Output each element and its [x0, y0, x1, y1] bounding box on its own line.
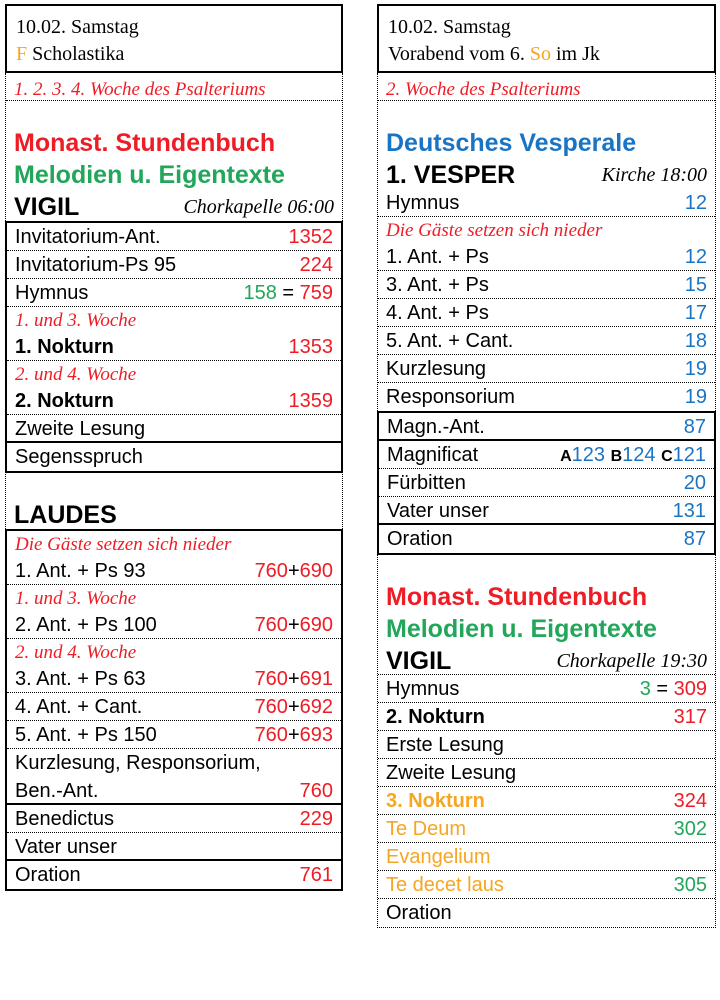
- nokturn2-row: 2. Nokturn 1359: [7, 387, 341, 415]
- vesper-vater-unser-row: Vater unser 131: [379, 497, 714, 525]
- vesper-kurzlesung-row: Kurzlesung 19: [378, 355, 715, 383]
- note-weeks-2-4: 2. und 4. Woche: [15, 364, 137, 385]
- laudes-ant3-row: 3. Ant. + Ps 63 760+691: [7, 665, 341, 693]
- te-decet-row: Te decet laus 305: [378, 871, 715, 899]
- hymnus-row: Hymnus 158 = 759: [7, 279, 341, 307]
- vigil-heading: VIGIL Chorkapelle 06:00: [14, 193, 334, 221]
- right-book: Deutsches Vesperale: [386, 129, 637, 157]
- laudes-ant4-row: 4. Ant. + Cant. 760+692: [7, 693, 341, 721]
- right-nokturn2-row: 2. Nokturn 317: [378, 703, 715, 731]
- right-vigil-oration-row: Oration: [386, 902, 452, 924]
- nokturn3-row: 3. Nokturn 324: [378, 787, 715, 815]
- right-vigil-heading: VIGIL Chorkapelle 19:30: [378, 645, 715, 675]
- laudes-guests-note: Die Gäste setzen sich nieder: [15, 534, 232, 555]
- zweite-lesung-row: Zweite Lesung: [7, 415, 341, 443]
- laudes-ant5-row: 5. Ant. + Ps 150 760+693: [7, 721, 341, 749]
- feast-rank: F: [16, 43, 28, 65]
- right-vorabend: Vorabend vom 6. So im Jk: [388, 43, 600, 65]
- right-vigil-hymnus-row: Hymnus 3 = 309: [378, 675, 715, 703]
- left-feast: [16, 41, 333, 68]
- vesper-ant1-row: 1. Ant. + Ps 12: [378, 243, 715, 271]
- left-body: [5, 73, 343, 221]
- vesper-ant5-row: 5. Ant. + Cant. 18: [378, 327, 715, 355]
- laudes-heading: LAUDES: [14, 501, 117, 529]
- laudes-box: [5, 529, 343, 891]
- vesper-oration-row: Oration 87: [387, 528, 706, 550]
- invitatorium-ant-row: Invitatorium-Ant. 1352: [7, 223, 341, 251]
- kurzlesung-line2: Ben.-Ant. 760: [7, 777, 341, 805]
- kurzlesung-line1: Kurzlesung, Responsorium,: [15, 752, 261, 774]
- laudes-note-2-4: 2. und 4. Woche: [15, 642, 137, 663]
- spacer: [6, 101, 342, 127]
- right-vigil-area: [377, 553, 716, 928]
- left-column: [5, 4, 343, 891]
- vater-unser-row: Vater unser: [7, 833, 341, 861]
- vesper-responsorium-row: Responsorium 19: [386, 386, 707, 408]
- left-header: [5, 4, 343, 73]
- spacer: [378, 553, 715, 581]
- note-weeks-1-3: 1. und 3. Woche: [15, 310, 137, 331]
- vesper-ant3-row: 3. Ant. + Ps 15: [378, 271, 715, 299]
- benedictus-row: Benedictus 229: [7, 805, 341, 833]
- segensspruch-row: Segensspruch: [15, 446, 143, 468]
- invitatorium-ps-row: Invitatorium-Ps 95 224: [7, 251, 341, 279]
- evangelium-row: Evangelium: [378, 843, 715, 871]
- left-date: 10.02. Samstag: [16, 16, 139, 38]
- laudes-ant1-row: 1. Ant. + Ps 93 760+690: [7, 557, 341, 585]
- right-body: [377, 73, 716, 411]
- laudes-head-area: [5, 471, 343, 529]
- vesper-magnificat-box: [377, 411, 716, 555]
- right-book1: Monast. Stundenbuch: [386, 583, 648, 611]
- left-psalter-week: 1. 2. 3. 4. Woche des Psalteriums: [6, 73, 342, 101]
- vigil-box: [5, 221, 343, 473]
- right-header: [377, 4, 716, 73]
- vesper-ant4-row: 4. Ant. + Ps 17: [378, 299, 715, 327]
- spacer: [6, 471, 342, 499]
- magn-ant-row: Magn.-Ant. 87: [379, 413, 714, 441]
- right-zweite-lesung-row: Zweite Lesung: [378, 759, 715, 787]
- erste-lesung-row: Erste Lesung: [378, 731, 715, 759]
- vesper-heading: 1. VESPER Kirche 18:00: [386, 161, 707, 189]
- spacer: [378, 101, 715, 127]
- laudes-note-1-3: 1. und 3. Woche: [15, 588, 137, 609]
- magnificat-row: Magnificat A123 B124 C121: [379, 441, 714, 469]
- feast-name: Scholastika: [32, 43, 125, 65]
- right-column: [377, 4, 716, 928]
- left-book1: Monast. Stundenbuch: [14, 129, 276, 157]
- right-date: 10.02. Samstag: [388, 16, 511, 38]
- right-book2: Melodien u. Eigentexte: [386, 615, 657, 643]
- laudes-ant2-row: 2. Ant. + Ps 100 760+690: [7, 611, 341, 639]
- vesper-guests-note: Die Gäste setzen sich nieder: [386, 220, 603, 241]
- vesper-hymnus-row: Hymnus 12: [378, 189, 715, 217]
- left-book2: Melodien u. Eigentexte: [14, 161, 285, 189]
- laudes-oration-row: Oration 761: [15, 864, 333, 886]
- right-psalter-week: 2. Woche des Psalteriums: [378, 73, 715, 101]
- nokturn1-row: 1. Nokturn 1353: [7, 333, 341, 361]
- te-deum-row: Te Deum 302: [378, 815, 715, 843]
- fuerbitten-row: Fürbitten 20: [379, 469, 714, 497]
